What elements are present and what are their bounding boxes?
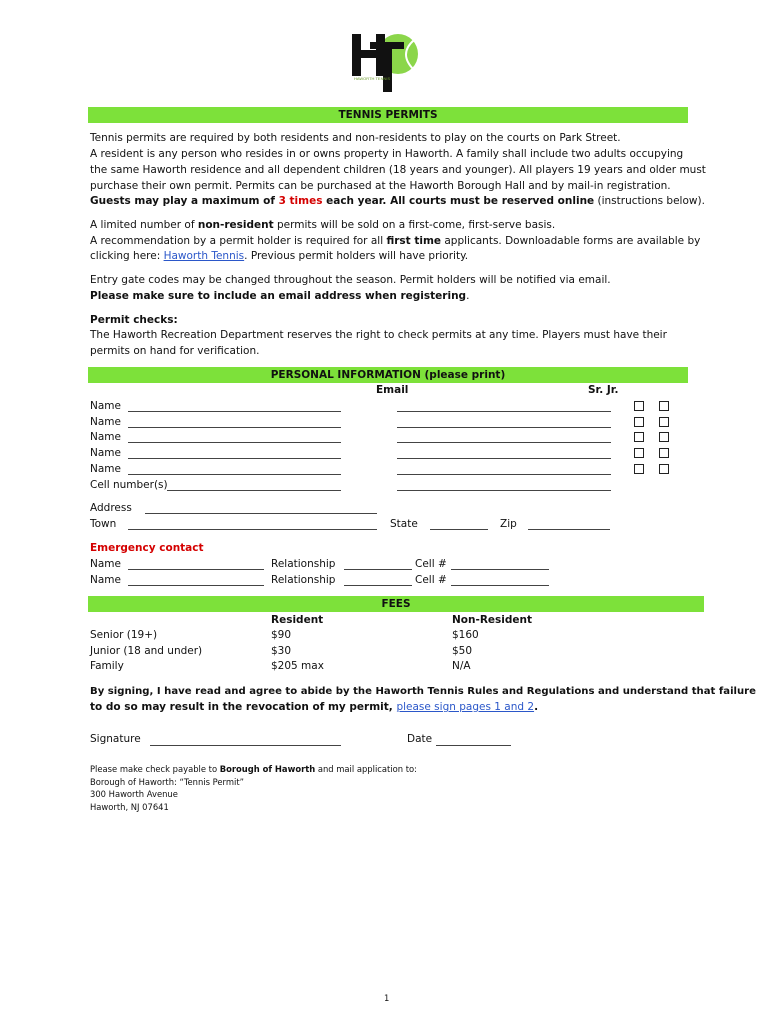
recommendation-line: [90, 234, 700, 250]
guests-text-b: each year: [322, 195, 383, 207]
name-field-3[interactable]: [128, 442, 341, 443]
name-field-4[interactable]: [128, 458, 341, 459]
fee-label-senior: Senior (19+): [90, 629, 158, 641]
fee-label-junior: Junior (18 and under): [90, 645, 203, 657]
fee-nonresident-junior: $50: [452, 645, 473, 657]
intro-line-3: the same Haworth residence and all dependent children (18 years and younger). All players 19 years and older must: [90, 164, 706, 176]
zip-label: Zip: [500, 518, 517, 530]
senior-checkbox-3[interactable]: [634, 432, 644, 442]
emergency-contact-heading: Emergency contact: [90, 542, 204, 554]
email-column-header: Email: [376, 384, 409, 396]
mail-text-a: Please make check payable to: [90, 764, 220, 774]
permit-checks-line-2: permits on hand for verification.: [90, 345, 260, 357]
sign-pages-link[interactable]: please sign pages 1 and 2: [396, 701, 535, 713]
email-field-2[interactable]: [397, 427, 611, 428]
intro-line-4: purchase their own permit. Permits can be purchased at the Haworth Borough Hall and by mail-in registration.: [90, 180, 671, 192]
haworth-tennis-link[interactable]: Haworth Tennis: [163, 250, 245, 262]
name-label-3: Name: [90, 431, 121, 443]
mail-line-2: Borough of Haworth: “Tennis Permit”: [90, 777, 244, 787]
em-name-field-2[interactable]: [128, 585, 264, 586]
fee-label-family: Family: [90, 660, 124, 672]
fees-heading: FEES: [88, 596, 704, 612]
email-note-line: [90, 289, 469, 305]
nonres-text-a: A limited number of: [90, 219, 198, 231]
agreement-text: to do so may result in the revocation of my permit,: [90, 701, 397, 713]
agreement-line-2: [90, 700, 538, 716]
junior-checkbox-2[interactable]: [659, 417, 669, 427]
address-label: Address: [90, 502, 132, 514]
logo-graphic: [348, 28, 424, 94]
intro-line-1: Tennis permits are required by both residents and non-residents to play on the courts on Park Street.: [90, 132, 621, 144]
rec-bold: first time: [386, 235, 442, 247]
em-name-field-1[interactable]: [128, 569, 264, 570]
name-label-1: Name: [90, 400, 121, 412]
email-field-5[interactable]: [397, 474, 611, 475]
senior-checkbox-2[interactable]: [634, 417, 644, 427]
mail-line-1: [90, 763, 417, 775]
name-label-4: Name: [90, 447, 121, 459]
em-name-label-1: Name: [90, 558, 121, 570]
rec-text-a: A recommendation by a permit holder is required for all: [90, 235, 387, 247]
junior-checkbox-3[interactable]: [659, 432, 669, 442]
senior-checkbox-1[interactable]: [634, 401, 644, 411]
intro-line-2: A resident is any person who resides in or owns property in Haworth. A family shall include two adults occupying: [90, 148, 684, 160]
instructions-below: (instructions below).: [594, 195, 705, 207]
page-number: 1: [384, 993, 390, 1003]
click-text-a: clicking here:: [90, 250, 164, 262]
rec-text-c: applicants. Downloadable forms are available by: [441, 235, 701, 247]
name-label-2: Name: [90, 416, 121, 428]
cell-number-label: Cell number(s): [90, 479, 168, 491]
email-note-dot: .: [466, 290, 470, 302]
zip-field[interactable]: [528, 529, 610, 530]
em-relationship-field-1[interactable]: [344, 569, 412, 570]
email-field-4[interactable]: [397, 458, 611, 459]
fee-nonresident-senior: $160: [452, 629, 479, 641]
junior-checkbox-4[interactable]: [659, 448, 669, 458]
courts-reserved-note: . All courts must be reserved online: [382, 195, 595, 207]
name-field-5[interactable]: [128, 474, 341, 475]
svg-text:HAWORTH TENNIS: HAWORTH TENNIS: [354, 76, 391, 81]
mail-payee: Borough of Haworth: [219, 764, 316, 774]
em-cell-field-2[interactable]: [451, 585, 549, 586]
name-label-5: Name: [90, 463, 121, 475]
senior-checkbox-5[interactable]: [634, 464, 644, 474]
email-note: Please make sure to include an email address when registering: [90, 290, 467, 302]
em-name-label-2: Name: [90, 574, 121, 586]
em-relationship-field-2[interactable]: [344, 585, 412, 586]
mail-text-c: and mail application to:: [315, 764, 417, 774]
logo: [348, 28, 424, 94]
permit-checks-title: Permit checks:: [90, 314, 178, 326]
click-text-b: . Previous permit holders will have priority.: [244, 250, 469, 262]
fee-resident-junior: $30: [271, 645, 292, 657]
em-relationship-label-1: Relationship: [271, 558, 336, 570]
permit-checks-line-1: The Haworth Recreation Department reserves the right to check permits at any time. Players must have their: [90, 329, 667, 341]
mail-line-3: 300 Haworth Avenue: [90, 789, 178, 799]
name-field-1[interactable]: [128, 411, 341, 412]
sr-jr-header: Sr. Jr.: [588, 384, 619, 396]
date-label: Date: [407, 733, 433, 745]
guests-line: [90, 194, 705, 210]
date-field[interactable]: [436, 745, 511, 746]
email-field-3[interactable]: [397, 442, 611, 443]
state-field[interactable]: [430, 529, 488, 530]
em-cell-field-1[interactable]: [451, 569, 549, 570]
name-field-2[interactable]: [128, 427, 341, 428]
em-cell-label-2: Cell #: [415, 574, 447, 586]
gate-codes-line: Entry gate codes may be changed throughout the season. Permit holders will be notified via email.: [90, 274, 611, 286]
cell-number-field[interactable]: [167, 490, 341, 491]
junior-checkbox-5[interactable]: [659, 464, 669, 474]
personal-info-heading: PERSONAL INFORMATION (please print): [88, 367, 688, 383]
fee-resident-senior: $90: [271, 629, 292, 641]
em-cell-label-1: Cell #: [415, 558, 447, 570]
senior-checkbox-4[interactable]: [634, 448, 644, 458]
agreement-line-1: By signing, I have read and agree to abide by the Haworth Tennis Rules and Regulations and understand that failure: [90, 686, 757, 697]
signature-label: Signature: [90, 733, 141, 745]
tennis-permits-heading: TENNIS PERMITS: [88, 107, 688, 123]
nonresident-line: [90, 218, 555, 234]
address-field[interactable]: [145, 513, 377, 514]
em-relationship-label-2: Relationship: [271, 574, 336, 586]
nonres-text-c: permits will be sold on a first-come, first-serve basis.: [273, 219, 556, 231]
state-label: State: [390, 518, 418, 530]
mail-line-4: Haworth, NJ 07641: [90, 802, 169, 812]
fee-resident-family: $205 max: [271, 660, 324, 672]
resident-column-header: Resident: [271, 614, 324, 626]
town-field[interactable]: [128, 529, 377, 530]
signature-field[interactable]: [150, 745, 341, 746]
guests-text-a: Guests may play a maximum of: [90, 195, 279, 207]
junior-checkbox-1[interactable]: [659, 401, 669, 411]
click-here-line: [90, 249, 468, 265]
agreement-dot: .: [534, 701, 539, 713]
email-field-1[interactable]: [397, 411, 611, 412]
nonresident-column-header: Non-Resident: [452, 614, 533, 626]
email-field-6[interactable]: [397, 490, 611, 491]
town-label: Town: [90, 518, 117, 530]
guests-max-times: 3 times: [278, 195, 323, 207]
fee-nonresident-family: N/A: [452, 660, 471, 672]
nonres-bold: non-resident: [197, 219, 274, 231]
